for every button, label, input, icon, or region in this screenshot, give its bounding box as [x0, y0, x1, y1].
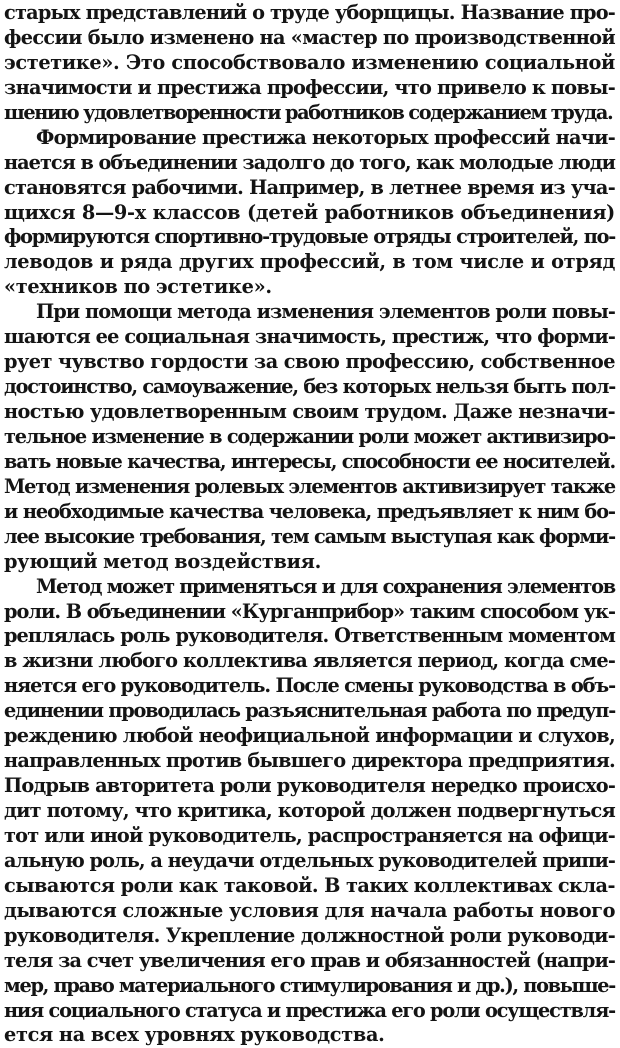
text-line: Формирование престижа некоторых профессий начи- [36, 125, 615, 149]
text-line: сываются роли как таковой. В таких коллективах скла- [4, 873, 615, 897]
text-line: При помощи метода изменения элементов роли повы- [36, 300, 615, 324]
text-line: Метод может применяться и для сохранения элементов [36, 574, 615, 598]
paragraph [4, 1, 615, 126]
paragraph [4, 575, 615, 1048]
text-line: ется на всех уровнях руководства. [4, 1023, 385, 1047]
text-line: реждению любой неофициальной информации и слухов, [4, 724, 615, 748]
text-line: фессии было изменено на «мастер по производственной [4, 25, 615, 49]
text-line: направленных против бывшего директора предприятия. [4, 749, 615, 773]
text-line: реплялась роль руководителя. Ответственным моментом [4, 624, 615, 648]
paragraph [4, 126, 615, 301]
book-page [4, 1, 615, 1048]
text-line: щихся 8—9-х классов (детей работников объединения) [4, 200, 615, 224]
text-line: становятся рабочими. Например, в летнее время из уча- [4, 175, 615, 199]
text-line: роли. В объединении «Курганприбор» таким способом ук- [4, 599, 615, 623]
text-line: значимости и престижа профессии, что привело к повы- [4, 75, 615, 99]
text-line: дываются сложные условия для начала работы нового [4, 898, 615, 922]
text-line: формируются спортивно-трудовые отряды строителей, по- [4, 225, 615, 249]
text-line: ния социального статуса и престижа его роли осуществля- [4, 998, 615, 1022]
paragraph [4, 300, 615, 574]
text-line: нается в объединении задолго до того, как молодые люди [4, 150, 615, 174]
text-line: рует чувство гордости за свою профессию, собственное [4, 350, 615, 374]
text-line: ностью удовлетворенным своим трудом. Даже незначи- [4, 400, 615, 423]
text-line: рующий метод воздействия. [4, 549, 321, 573]
text-line: и необходимые качества человека, предъявляет к ним бо- [4, 499, 615, 523]
text-line: лее высокие требования, тем самым выступая как форми- [4, 524, 615, 548]
text-line: няется его руководитель. После смены руководства в объ- [4, 674, 615, 698]
text-line: тельное изменение в содержании роли может активизиро- [4, 424, 615, 448]
text-line: теля за счет увеличения его прав и обязанностей (напри- [4, 948, 615, 972]
text-line: мер, право материального стимулирования и др.), повыше- [4, 973, 615, 997]
text-line: тот или иной руководитель, распространяется на офици- [4, 823, 615, 847]
text-line: шению удовлетворенности работников содержанием труда. [4, 100, 613, 124]
text-line: старых представлений о труде уборщицы. Название про- [4, 1, 615, 24]
text-line: вать новые качества, интересы, способности ее носителей. [4, 449, 615, 473]
text-line: в жизни любого коллектива является период, когда сме- [4, 649, 615, 673]
text-line: эстетике». Это способствовало изменению социальной [4, 50, 615, 74]
text-line: Метод изменения ролевых элементов активизирует также [4, 474, 615, 498]
text-line: достоинство, самоуважение, без которых нельзя быть пол- [4, 375, 615, 399]
text-line: дит потому, что критика, которой должен подвергнуться [4, 799, 615, 822]
text-line: альную роль, а неудачи отдельных руководителей припи- [4, 848, 615, 872]
text-line: единении проводилась разъяснительная работа по предуп- [4, 699, 615, 723]
text-line: леводов и ряда других профессий, в том числе и отряд [4, 250, 615, 274]
text-line: шаются ее социальная значимость, престиж, что форми- [4, 325, 615, 349]
text-line: Подрыв авторитета роли руководителя нередко происхо- [4, 774, 615, 798]
text-line: руководителя. Укрепление должностной роли руководи- [4, 923, 615, 947]
text-line: «техников по эстетике». [4, 275, 272, 299]
